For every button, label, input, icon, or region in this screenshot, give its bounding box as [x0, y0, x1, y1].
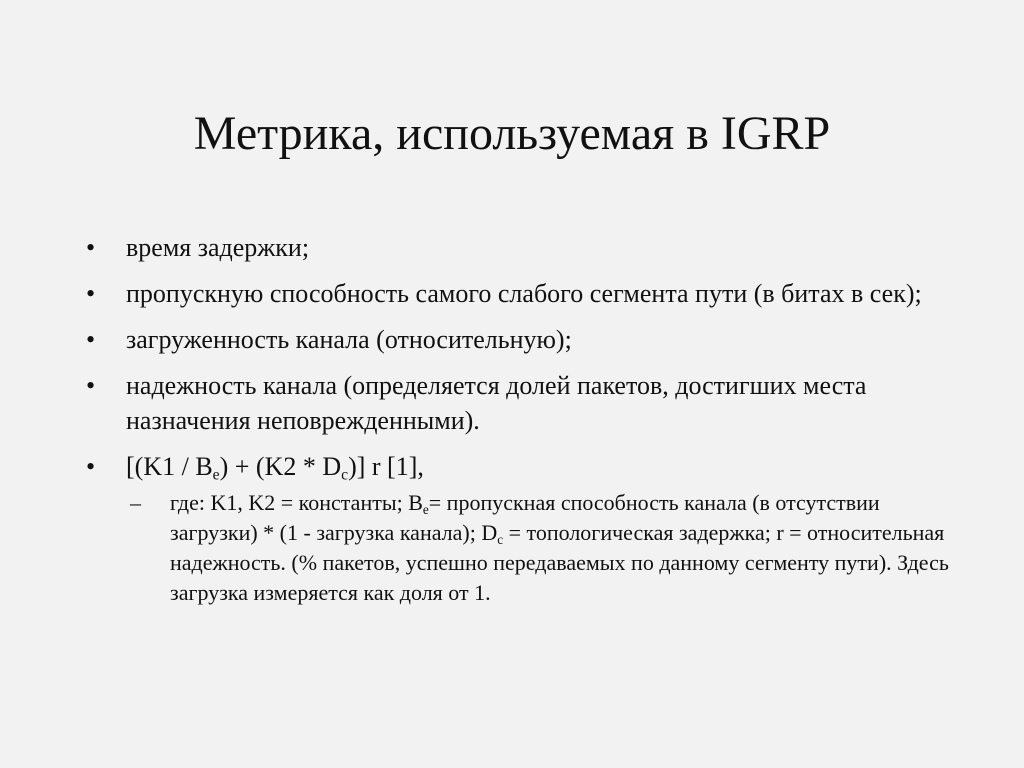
bullet-marker: •	[86, 452, 96, 481]
bullet-marker: •	[86, 233, 96, 262]
sub-bullet-part: = пропускная способность канала (в отсутствии загрузки) * (1 - загрузка канала); D	[170, 490, 880, 545]
sub-bullet-subscript: c	[497, 531, 504, 547]
bullet-text: загруженность канала (относительную);	[126, 325, 572, 354]
bullet-marker: •	[86, 325, 96, 354]
bullet-item	[86, 322, 966, 357]
bullet-item	[86, 368, 966, 438]
formula-part: ) + (K2 * D	[219, 452, 342, 481]
formula-part: [(K1 / B	[126, 452, 213, 481]
bullet-text: время задержки;	[126, 233, 310, 262]
sub-bullet-marker: –	[130, 490, 141, 515]
sub-bullet-subscript: e	[422, 501, 429, 517]
formula-subscript: c	[341, 466, 349, 484]
sub-bullet-part: где: K1, K2 = константы; B	[170, 490, 423, 515]
sub-bullet-part: = топологическая задержка; r = относительная надежность. (% пакетов, успешно передаваемых по данному сегменту пути). Здесь загрузка измеряется как доля от 1.	[170, 520, 949, 605]
bullet-item	[86, 230, 966, 265]
bullet-item	[86, 276, 966, 311]
sub-bullet-item	[86, 488, 966, 608]
sub-bullet-list	[86, 488, 966, 608]
bullet-marker: •	[86, 279, 96, 308]
formula-bullet	[86, 449, 966, 608]
formula-subscript: e	[212, 466, 220, 484]
bullet-marker: •	[86, 371, 96, 400]
slide-title: Метрика, используемая в IGRP	[193, 107, 831, 160]
formula-text	[126, 452, 424, 484]
bullet-text: надежность канала (определяется долей пакетов, достигших места назначения неповрежденными).	[126, 371, 867, 435]
formula-part: )] r [1],	[348, 452, 424, 481]
bullet-text: пропускную способность самого слабого сегмента пути (в битах в сек);	[126, 279, 922, 308]
bullet-list	[86, 230, 966, 612]
sub-bullet-text	[170, 490, 949, 605]
